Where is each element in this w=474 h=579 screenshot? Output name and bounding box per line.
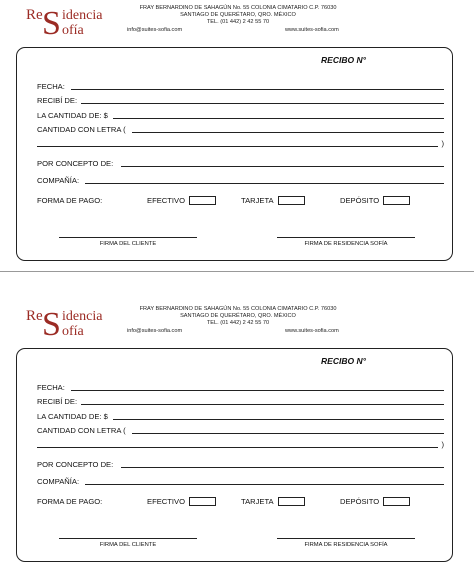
- cantidad-letra-field[interactable]: [132, 132, 444, 133]
- receipt-1: [0, 0, 474, 270]
- cantidad-field[interactable]: [113, 419, 444, 420]
- cantidad-letra-label: CANTIDAD CON LETRA (: [37, 125, 126, 134]
- fecha-field[interactable]: [71, 390, 444, 391]
- cantidad-letra-cont-row: [37, 438, 444, 450]
- efectivo-label: EFECTIVO: [147, 497, 185, 506]
- svg-text:S: S: [42, 306, 61, 341]
- address-line: FRAY BERNARDINO DE SAHAGÚN No. 55 COLONIA CIMATARIO C.P. 76030: [139, 5, 337, 11]
- receipt-number-title: RECIBO N°: [321, 356, 366, 366]
- deposito-checkbox[interactable]: [383, 497, 410, 506]
- address-line: SANTIAGO DE QUERÉTARO, QRO. MÉXICO: [180, 312, 296, 319]
- address-line: SANTIAGO DE QUERÉTARO, QRO. MÉXICO: [180, 11, 296, 18]
- recibi-field[interactable]: [81, 404, 444, 405]
- close-paren: ): [441, 440, 444, 449]
- firma-residencia-line[interactable]: [277, 237, 415, 238]
- efectivo-checkbox[interactable]: [189, 497, 216, 506]
- tarjeta-label: TARJETA: [241, 497, 274, 506]
- firma-cliente-line[interactable]: [59, 237, 197, 238]
- deposito-label: DEPÓSITO: [340, 497, 380, 506]
- concepto-label: POR CONCEPTO DE:: [37, 460, 114, 469]
- compania-field[interactable]: [85, 183, 444, 184]
- cantidad-row: [37, 109, 444, 121]
- cantidad-field[interactable]: [113, 118, 444, 119]
- phone-line: TEL. (01 442) 2 42 55 70: [206, 319, 270, 326]
- svg-text:S: S: [42, 5, 61, 40]
- recibi-label: RECIBÍ DE:: [37, 397, 78, 406]
- firma-cliente-label: FIRMA DEL CLIENTE: [99, 241, 157, 247]
- cantidad-letra-field-2[interactable]: [37, 447, 438, 448]
- firma-cliente: [59, 538, 197, 552]
- compania-row: [37, 174, 444, 186]
- forma-pago-label: FORMA DE PAGO:: [37, 196, 103, 205]
- website-text: www.suites-sofia.com: [285, 27, 339, 33]
- forma-pago-label: FORMA DE PAGO:: [37, 497, 103, 506]
- firma-residencia: [277, 538, 415, 552]
- compania-label: COMPAÑÍA:: [37, 176, 80, 185]
- efectivo-checkbox[interactable]: [189, 196, 216, 205]
- email-text: info@suites-sofia.com: [127, 27, 183, 33]
- cantidad-letra-label: CANTIDAD CON LETRA (: [37, 426, 126, 435]
- firma-cliente-line[interactable]: [59, 538, 197, 539]
- fecha-label: FECHA:: [37, 383, 65, 392]
- cantidad-letra-cont-row: [37, 137, 444, 149]
- compania-row: [37, 475, 444, 487]
- recibi-row: [37, 94, 444, 106]
- receipt-2: [0, 301, 474, 571]
- residencia-sofia-logo: [26, 4, 126, 40]
- fecha-row: [37, 381, 444, 393]
- email-text: info@suites-sofia.com: [127, 328, 183, 334]
- receipt-form-box: [16, 47, 453, 261]
- svg-text:idencia: idencia: [62, 8, 103, 23]
- firma-residencia-label: FIRMA DE RESIDENCIA SOFÍA: [304, 542, 388, 548]
- fecha-row: [37, 80, 444, 92]
- svg-text:ofía: ofía: [62, 324, 84, 339]
- firma-residencia-label: FIRMA DE RESIDENCIA SOFÍA: [304, 241, 388, 247]
- forma-pago-row: [37, 194, 444, 206]
- efectivo-label: EFECTIVO: [147, 196, 185, 205]
- residencia-sofia-logo: [26, 305, 126, 341]
- concepto-row: [37, 458, 444, 470]
- receipt-number-title: RECIBO N°: [321, 55, 366, 65]
- cantidad-letra-field-2[interactable]: [37, 146, 438, 147]
- svg-text:idencia: idencia: [62, 309, 103, 324]
- deposito-label: DEPÓSITO: [340, 196, 380, 205]
- page-divider: [0, 271, 474, 272]
- fecha-label: FECHA:: [37, 82, 65, 91]
- cantidad-letra-row: [37, 424, 444, 436]
- cantidad-letra-row: [37, 123, 444, 135]
- cantidad-row: [37, 410, 444, 422]
- svg-text:Re: Re: [26, 7, 43, 23]
- recibi-field[interactable]: [81, 103, 444, 104]
- tarjeta-checkbox[interactable]: [278, 196, 305, 205]
- cantidad-letra-field[interactable]: [132, 433, 444, 434]
- receipt-form-box: [16, 348, 453, 562]
- concepto-label: POR CONCEPTO DE:: [37, 159, 114, 168]
- cantidad-label: LA CANTIDAD DE: $: [37, 111, 108, 120]
- close-paren: ): [441, 139, 444, 148]
- forma-pago-row: [37, 495, 444, 507]
- firma-residencia: [277, 237, 415, 251]
- website-text: www.suites-sofia.com: [285, 328, 339, 334]
- firma-residencia-line[interactable]: [277, 538, 415, 539]
- recibi-label: RECIBÍ DE:: [37, 96, 78, 105]
- cantidad-label: LA CANTIDAD DE: $: [37, 412, 108, 421]
- compania-field[interactable]: [85, 484, 444, 485]
- svg-text:Re: Re: [26, 308, 43, 324]
- deposito-checkbox[interactable]: [383, 196, 410, 205]
- concepto-row: [37, 157, 444, 169]
- fecha-field[interactable]: [71, 89, 444, 90]
- concepto-field[interactable]: [121, 166, 444, 167]
- address-line: FRAY BERNARDINO DE SAHAGÚN No. 55 COLONIA CIMATARIO C.P. 76030: [139, 306, 337, 312]
- firma-cliente-label: FIRMA DEL CLIENTE: [99, 542, 157, 548]
- concepto-field[interactable]: [121, 467, 444, 468]
- firma-cliente: [59, 237, 197, 251]
- phone-line: TEL. (01 442) 2 42 55 70: [206, 18, 270, 25]
- svg-text:ofía: ofía: [62, 23, 84, 38]
- recibi-row: [37, 395, 444, 407]
- company-address: [122, 306, 354, 326]
- compania-label: COMPAÑÍA:: [37, 477, 80, 486]
- tarjeta-label: TARJETA: [241, 196, 274, 205]
- tarjeta-checkbox[interactable]: [278, 497, 305, 506]
- company-address: [122, 5, 354, 25]
